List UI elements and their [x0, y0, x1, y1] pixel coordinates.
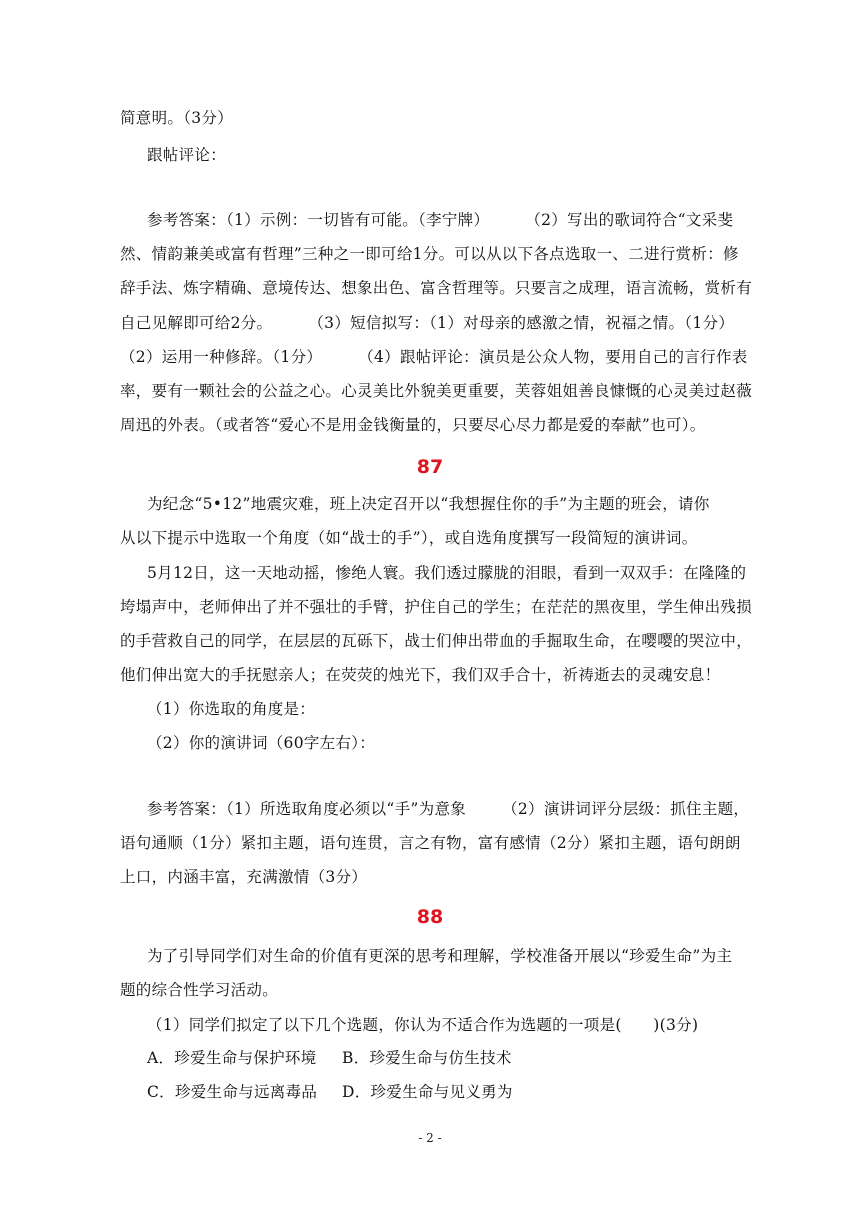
answer-segment: （2）运用一种修辞。（1分）: [120, 348, 323, 366]
answer-segment: 自己见解即可给2分。: [120, 314, 273, 332]
option-c: C．珍爱生命与远离毒品: [147, 1083, 318, 1101]
answer-segment: 参考答案：（1）示例：一切皆有可能。（李宁牌）: [147, 211, 490, 229]
prompt-text: 的手营救自己的同学，在层层的瓦砾下，战士们伸出带血的手掘取生命，在嘤嘤的哭泣中，: [120, 632, 753, 650]
question-number-87: 87: [416, 456, 444, 478]
answer-line: [120, 347, 748, 367]
answer-line: 然、情韵兼美或富有哲理”三种之一即可给1分。可以从以下各点选取一、二进行赏析：修: [120, 245, 739, 263]
answer-segment: （4）跟帖评论：演员是公众人物，要用自己的言行作表: [358, 348, 748, 366]
prompt-text: 垮塌声中，老师伸出了并不强壮的手臂，护住自己的学生；在茫茫的黑夜里，学生伸出残损: [120, 598, 753, 616]
answer-line: 上口，内涵丰富，充满激情（3分）: [120, 868, 368, 886]
answer-line: 语句通顺（1分）紧扣主题，语句连贯，言之有物，富有感情（2分）紧扣主题，语句朗朗: [120, 834, 741, 852]
text-line: 简意明。（3分）: [120, 109, 234, 127]
prompt-text: 5月12日，这一天地动摇，惨绝人寰。我们透过朦胧的泪眼，看到一双双手：在隆隆的: [147, 564, 747, 582]
answer-line: [147, 210, 733, 230]
question-number-88: 88: [416, 906, 444, 928]
prompt-text: 他们伸出宽大的手抚慰亲人；在荧荧的烛光下，我们双手合十，祈祷逝去的灵魂安息！: [120, 666, 721, 684]
answer-segment: （2）写出的歌词符合“文采斐: [525, 211, 734, 229]
answer-line: 周迅的外表。（或者答“爱心不是用金钱衡量的，只要尽心尽力都是爱的奉献”也可）。: [120, 416, 706, 434]
sub-question: （1）你选取的角度是：: [147, 700, 316, 718]
answer-segment: （3）短信拟写：（1）对母亲的感激之情，祝福之情。（1分）: [308, 314, 735, 332]
option-d: D．珍爱生命与见义勇为: [342, 1083, 513, 1101]
page-number: - 2 -: [418, 1131, 442, 1145]
question-text: 题的综合性学习活动。: [120, 981, 279, 999]
answer-segment: 参考答案：（1）所选取角度必须以“手”为意象: [147, 800, 467, 818]
option-b: B．珍爱生命与仿生技术: [342, 1049, 512, 1067]
answer-line: 率，要有一颗社会的公益之心。心灵美比外貌美更重要，芙蓉姐姐善良慷慨的心灵美过赵薇: [120, 382, 753, 400]
sub-question: （2）你的演讲词（60字左右）：: [147, 734, 376, 752]
answer-line: [147, 799, 749, 819]
option-row: [147, 1082, 513, 1102]
answer-segment: （2）演讲词评分层级：抓住主题，: [502, 800, 750, 818]
option-row: [147, 1048, 512, 1068]
question-text: 为纪念“5•12”地震灾难，班上决定召开以“我想握住你的手”为主题的班会，请你: [147, 495, 710, 513]
text-line: 跟帖评论：: [147, 146, 227, 164]
answer-line: 辞手法、炼字精确、意境传达、想象出色、富含哲理等。只要言之成理，语言流畅，赏析有: [120, 279, 753, 297]
question-text: 为了引导同学们对生命的价值有更深的思考和理解，学校准备开展以“珍爱生命”为主: [147, 947, 733, 965]
question-text: 从以下提示中选取一个角度（如“战士的手”），或自选角度撰写一段简短的演讲词。: [120, 529, 698, 547]
sub-question: （1）同学们拟定了以下几个选题，你认为不适合作为选题的一项是( )(3分): [147, 1016, 699, 1034]
answer-line: [120, 313, 734, 333]
option-a: A．珍爱生命与保护环境: [147, 1049, 317, 1067]
